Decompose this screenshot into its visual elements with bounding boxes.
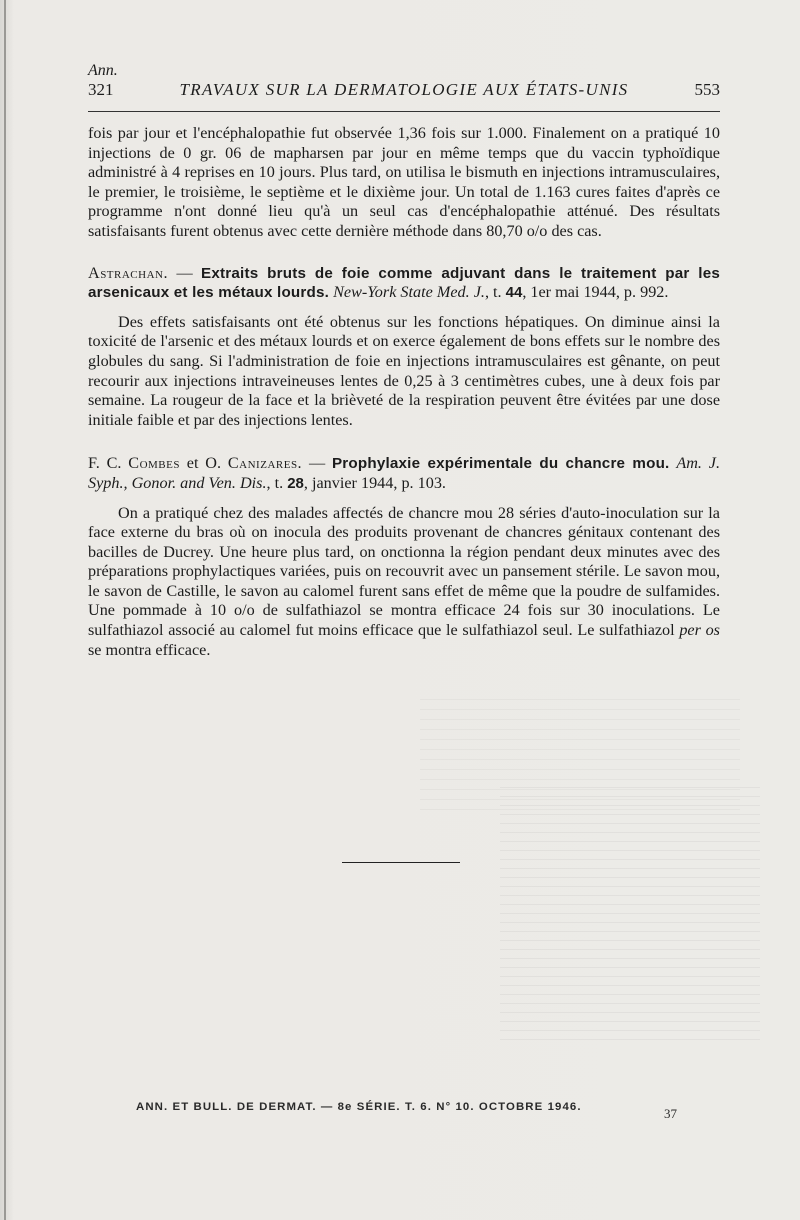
abstract-body: [88, 504, 720, 661]
volume-number: 44: [505, 284, 523, 302]
page-number: 553: [694, 80, 720, 99]
publication-date: , janvier 1944, p. 103.: [303, 473, 446, 492]
author-name: Astrachan.: [88, 263, 169, 282]
signature-number: 37: [664, 1106, 677, 1121]
footer-imprint: ANN. ET BULL. DE DERMAT. — 8e SÉRIE. T. 6. N° 10. OCTOBRE 1946.: [136, 1101, 582, 1113]
running-title: TRAVAUX SUR LA DERMATOLOGIE AUX ÉTATS-UNIS: [179, 80, 629, 99]
dash: —: [302, 454, 332, 473]
header-line: [88, 80, 720, 100]
journal-name: Am. J. Syph., Gonor. and Ven. Dis.: [88, 454, 720, 492]
author-name: Combes: [128, 454, 180, 473]
dash: —: [168, 263, 202, 282]
tome-label: , t.: [484, 283, 506, 302]
binding-edge: [4, 0, 6, 1220]
section-rule: [342, 862, 460, 863]
show-through: [500, 780, 760, 1040]
article-citation: [88, 264, 720, 303]
article-citation: [88, 454, 720, 493]
article-title: Extraits bruts de foie comme adjuvant dans le traitement par les arsenicaux et les métaux lourds.: [88, 264, 720, 302]
journal-abbreviation: Ann.: [88, 62, 118, 79]
abstract-text: On a pratiqué chez des malades affectés de chancre mou 28 séries d'auto-inoculation sur la face externe du bras où on inocula des produits provenant de chancres génitaux contenant des bacilles de Ducrey. Une heure plus tard, on onctionna la région pendant deux minutes avec des préparations prophylactiques variées, puis on recouvrit avec un pansement stérile. Le savon mou, le savon de Castille, le savon au calomel furent sans effet de même que la poudre de sulfamides. Une pommade à 10 o/o de sulfathiazol se montra efficace 24 fois sur 30 inoculations. Le sulfathiazol associé au calomel fut moins efficace que le sulfathiazol seul. Le sulfathiazol: [88, 503, 720, 640]
journal-name: New-York State Med. J.: [333, 283, 485, 302]
show-through: [420, 690, 740, 810]
author-initials: F. C.: [88, 454, 129, 473]
abstract-body: Des effets satisfaisants ont été obtenus sur les fonctions hépatiques. On diminue ainsi la toxicité de l'arsenic et des métaux lourds et on exerce également de bons effets sur le nombre des globules du sang. Si l'administration de foie en injections intramusculaires est gênante, on peut recourir aux injections intraveineuses lentes de 0,25 à 3 centimètres cubes, une à deux fois par semaine. La rougeur de la face et la brièveté de la respiration peuvent être évitées par une dose initiale faible et par des injections lentes.: [88, 312, 720, 429]
abstract-italic-text: per os: [679, 621, 720, 640]
author-conjunction: et O.: [179, 454, 228, 473]
running-head: [88, 62, 720, 100]
publication-date: , 1er mai 1944, p. 992.: [522, 283, 669, 302]
volume-ref: 321: [88, 80, 114, 99]
article-title: Prophylaxie expérimentale du chancre mou.: [331, 455, 670, 473]
header-rule: [88, 111, 720, 112]
tome-label: , t.: [266, 473, 288, 492]
volume-number: 28: [287, 474, 304, 492]
abstract-text: se montra efficace.: [88, 640, 211, 659]
paragraph-continued: fois par jour et l'encéphalopathie fut observée 1,36 fois sur 1.000. Finalement on a pratiqué 10 injections de 0 gr. 06 de mapharsen par jour en même temps que du vaccin typhoïdique administré à 4 reprises en 10 jours. Plus tard, on utilisa le bismuth en injections intramusculaires, le premier, le troisième, le septième et le dixième jour. Un total de 1.163 cures faites d'après ce programme n'ont donné lieu qu'à un seul cas d'encéphalopathie atténué. Des résultats satisfaisants furent obtenus avec cette dernière méthode dans 80,70 o/o des cas.: [88, 124, 720, 240]
main-text: [88, 124, 720, 660]
author-name: Canizares.: [227, 454, 303, 473]
